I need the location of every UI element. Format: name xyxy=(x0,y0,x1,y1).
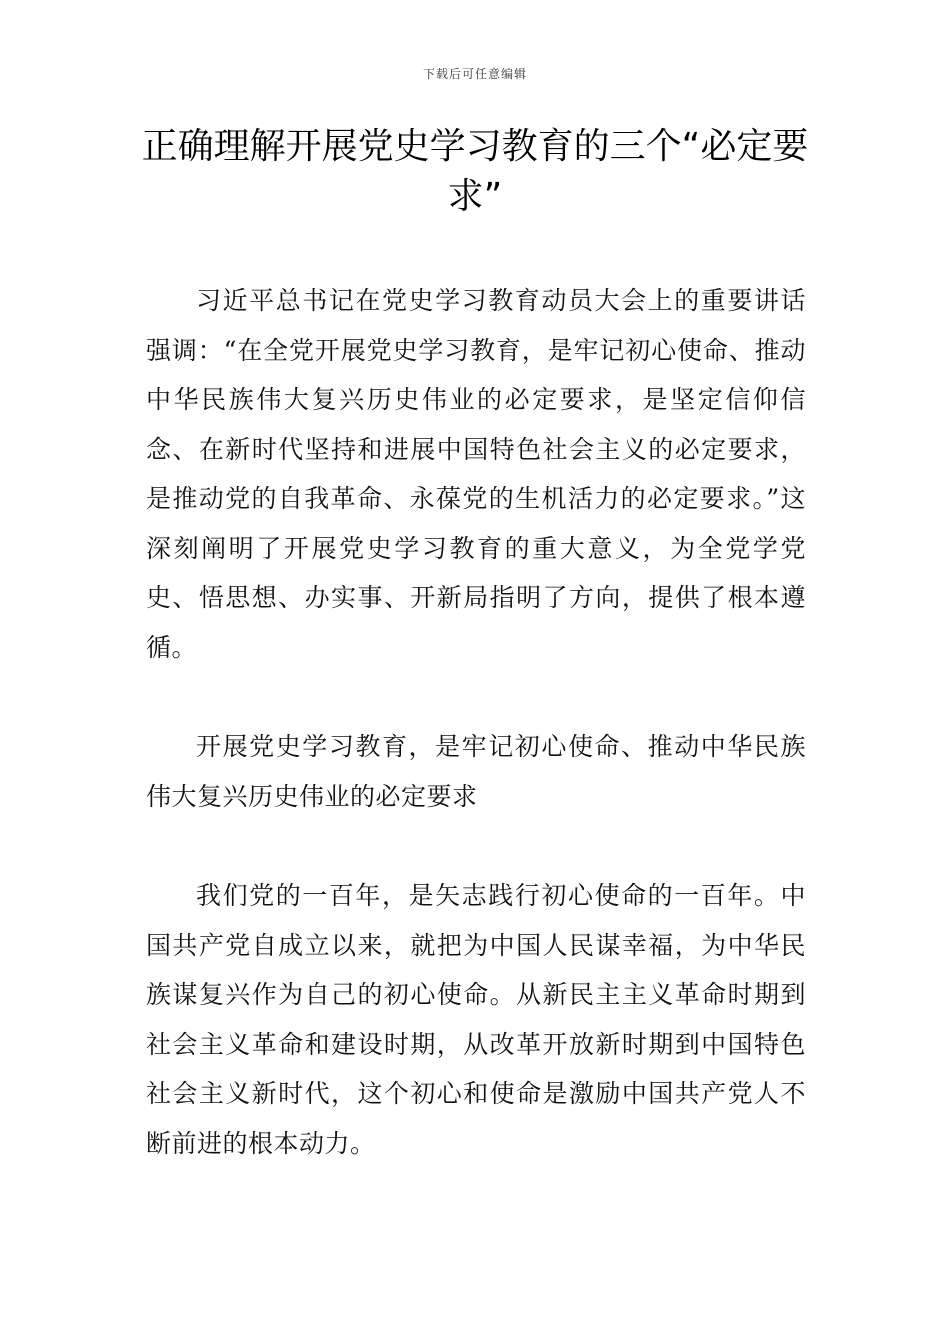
document-title: 正确理解开展党史学习教育的三个“必定要求” xyxy=(141,126,809,217)
header-note: 下载后可任意编辑 xyxy=(422,67,527,81)
paragraph-section-heading: 开展党史学习教育，是牢记初心使命、推动中华民族伟大复兴历史伟业的必定要求 xyxy=(146,732,806,811)
paragraph-intro: 习近平总书记在党史学习教育动员大会上的重要讲话强调：“在全党开展党史学习教育，是牢记初心使命、推动中华民族伟大复兴历史伟业的必定要求，是坚定信仰信念、在新时代坚持和进展中国特色社会主义的必定要求，是推动党的自我革命、永葆党的生机活力的必定要求。”这深刻阐明了开展党史学习教育的重大意义，为全党学党史、悟思想、办实事、开新局指明了方向，提供了根本遵循。 xyxy=(146,286,806,662)
paragraph-body: 我们党的一百年，是矢志践行初心使命的一百年。中国共产党自成立以来，就把为中国人民谋幸福，为中华民族谋复兴作为自己的初心使命。从新民主主义革命时期到社会主义革命和建设时期，从改革开放新时期到中国特色社会主义新时代，这个初心和使命是激励中国共产党人不断前进的根本动力。 xyxy=(146,881,806,1158)
